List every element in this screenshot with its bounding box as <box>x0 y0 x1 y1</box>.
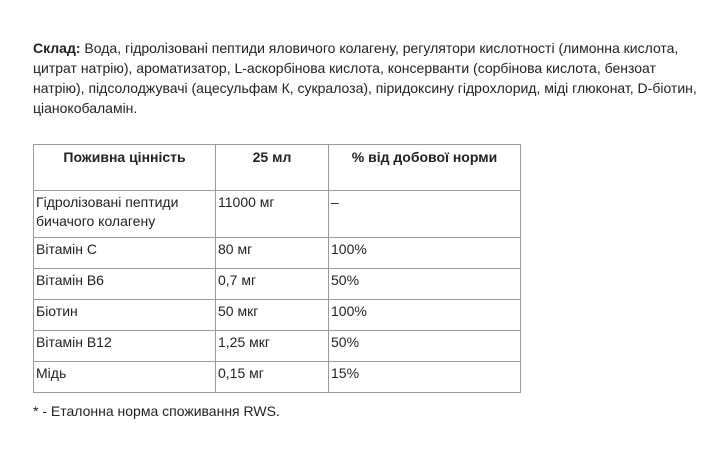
cell-amount: 50 мкг <box>216 300 329 331</box>
cell-nutrient: Гідролізовані пептиди бичачого колагену <box>34 191 216 238</box>
header-amount: 25 мл <box>216 145 329 191</box>
header-daily-value: % від добової норми <box>329 145 521 191</box>
composition-label: Склад: <box>33 40 81 56</box>
cell-amount: 80 мг <box>216 238 329 269</box>
cell-daily-value: – <box>329 191 521 238</box>
cell-amount: 11000 мг <box>216 191 329 238</box>
footnote: * - Еталонна норма споживання RWS. <box>33 403 280 419</box>
nutrition-table <box>33 144 521 393</box>
table-row <box>34 362 521 393</box>
table-row <box>34 238 521 269</box>
cell-nutrient: Біотин <box>34 300 216 331</box>
cell-amount: 1,25 мкг <box>216 331 329 362</box>
table-row <box>34 269 521 300</box>
cell-nutrient: Вітамін В12 <box>34 331 216 362</box>
cell-daily-value: 50% <box>329 331 521 362</box>
table-row <box>34 331 521 362</box>
cell-nutrient: Вітамін С <box>34 238 216 269</box>
cell-daily-value: 100% <box>329 238 521 269</box>
table-header-row <box>34 145 521 191</box>
cell-amount: 0,15 мг <box>216 362 329 393</box>
cell-daily-value: 100% <box>329 300 521 331</box>
table-row <box>34 191 521 238</box>
table-row <box>34 300 521 331</box>
cell-amount: 0,7 мг <box>216 269 329 300</box>
cell-nutrient: Вітамін В6 <box>34 269 216 300</box>
cell-daily-value: 50% <box>329 269 521 300</box>
cell-nutrient: Мідь <box>34 362 216 393</box>
header-nutrient: Поживна цінність <box>34 145 216 191</box>
cell-daily-value: 15% <box>329 362 521 393</box>
composition-text: Вода, гідролізовані пептиди яловичого колагену, регулятори кислотності (лимонна кислота, цитрат натрію), ароматизатор, L-аскорбінова кислота, консерванти (сорбінова кислота, бензоат натрію), підсолоджувачі (ацесульфам К, сукралоза), піридоксину гідрохлорид, міді глюконат, D-біотин, ціанокобаламін. <box>33 40 697 116</box>
composition-paragraph <box>33 38 703 118</box>
